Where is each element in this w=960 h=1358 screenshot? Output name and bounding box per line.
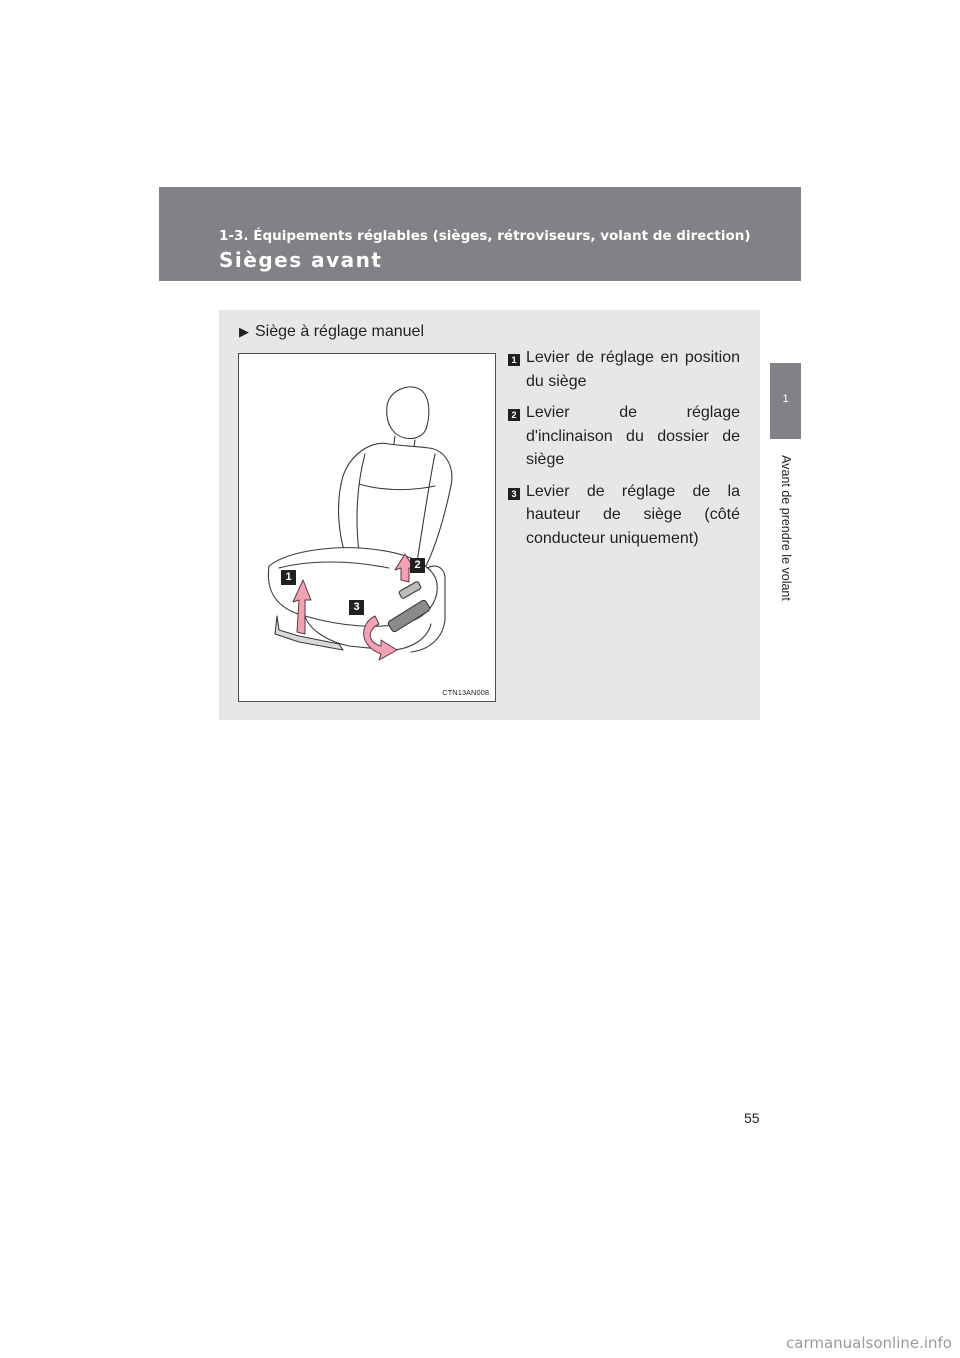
page-title: Sièges avant	[219, 248, 383, 272]
watermark: carmanualsonline.info	[786, 1334, 952, 1352]
item-marker: 3	[508, 488, 520, 500]
item-marker: 2	[508, 409, 520, 421]
subheading	[239, 323, 424, 341]
chapter-label: Avant de prendre le volant	[779, 455, 793, 601]
list-item	[508, 346, 740, 393]
lever-list	[508, 346, 740, 558]
chapter-number: 1	[782, 393, 789, 405]
page-number: 55	[744, 1110, 760, 1126]
list-item	[508, 401, 740, 472]
item-text: Levier de réglage en position du siège	[526, 349, 740, 390]
section-header	[159, 187, 801, 281]
item-text: Levier de réglage d'inclinaison du dossier de siège	[526, 404, 740, 468]
callout-2: 2	[410, 558, 425, 573]
subheading-text: Siège à réglage manuel	[255, 323, 425, 340]
item-marker: 1	[508, 354, 520, 366]
seat-illustration	[238, 353, 496, 702]
callout-1: 1	[281, 570, 296, 585]
list-item	[508, 480, 740, 551]
item-text: Levier de réglage de la hauteur de siège (côté conducteur uniquement)	[526, 482, 740, 547]
triangle-bullet-icon: ▶	[239, 324, 249, 339]
chapter-tab[interactable]	[770, 363, 801, 439]
section-title: 1-3. Équipements réglables (sièges, rétroviseurs, volant de direction)	[219, 228, 751, 244]
callout-3: 3	[349, 600, 364, 615]
seat-drawing	[239, 354, 495, 701]
figure-code: CTN13AN008	[442, 688, 489, 697]
